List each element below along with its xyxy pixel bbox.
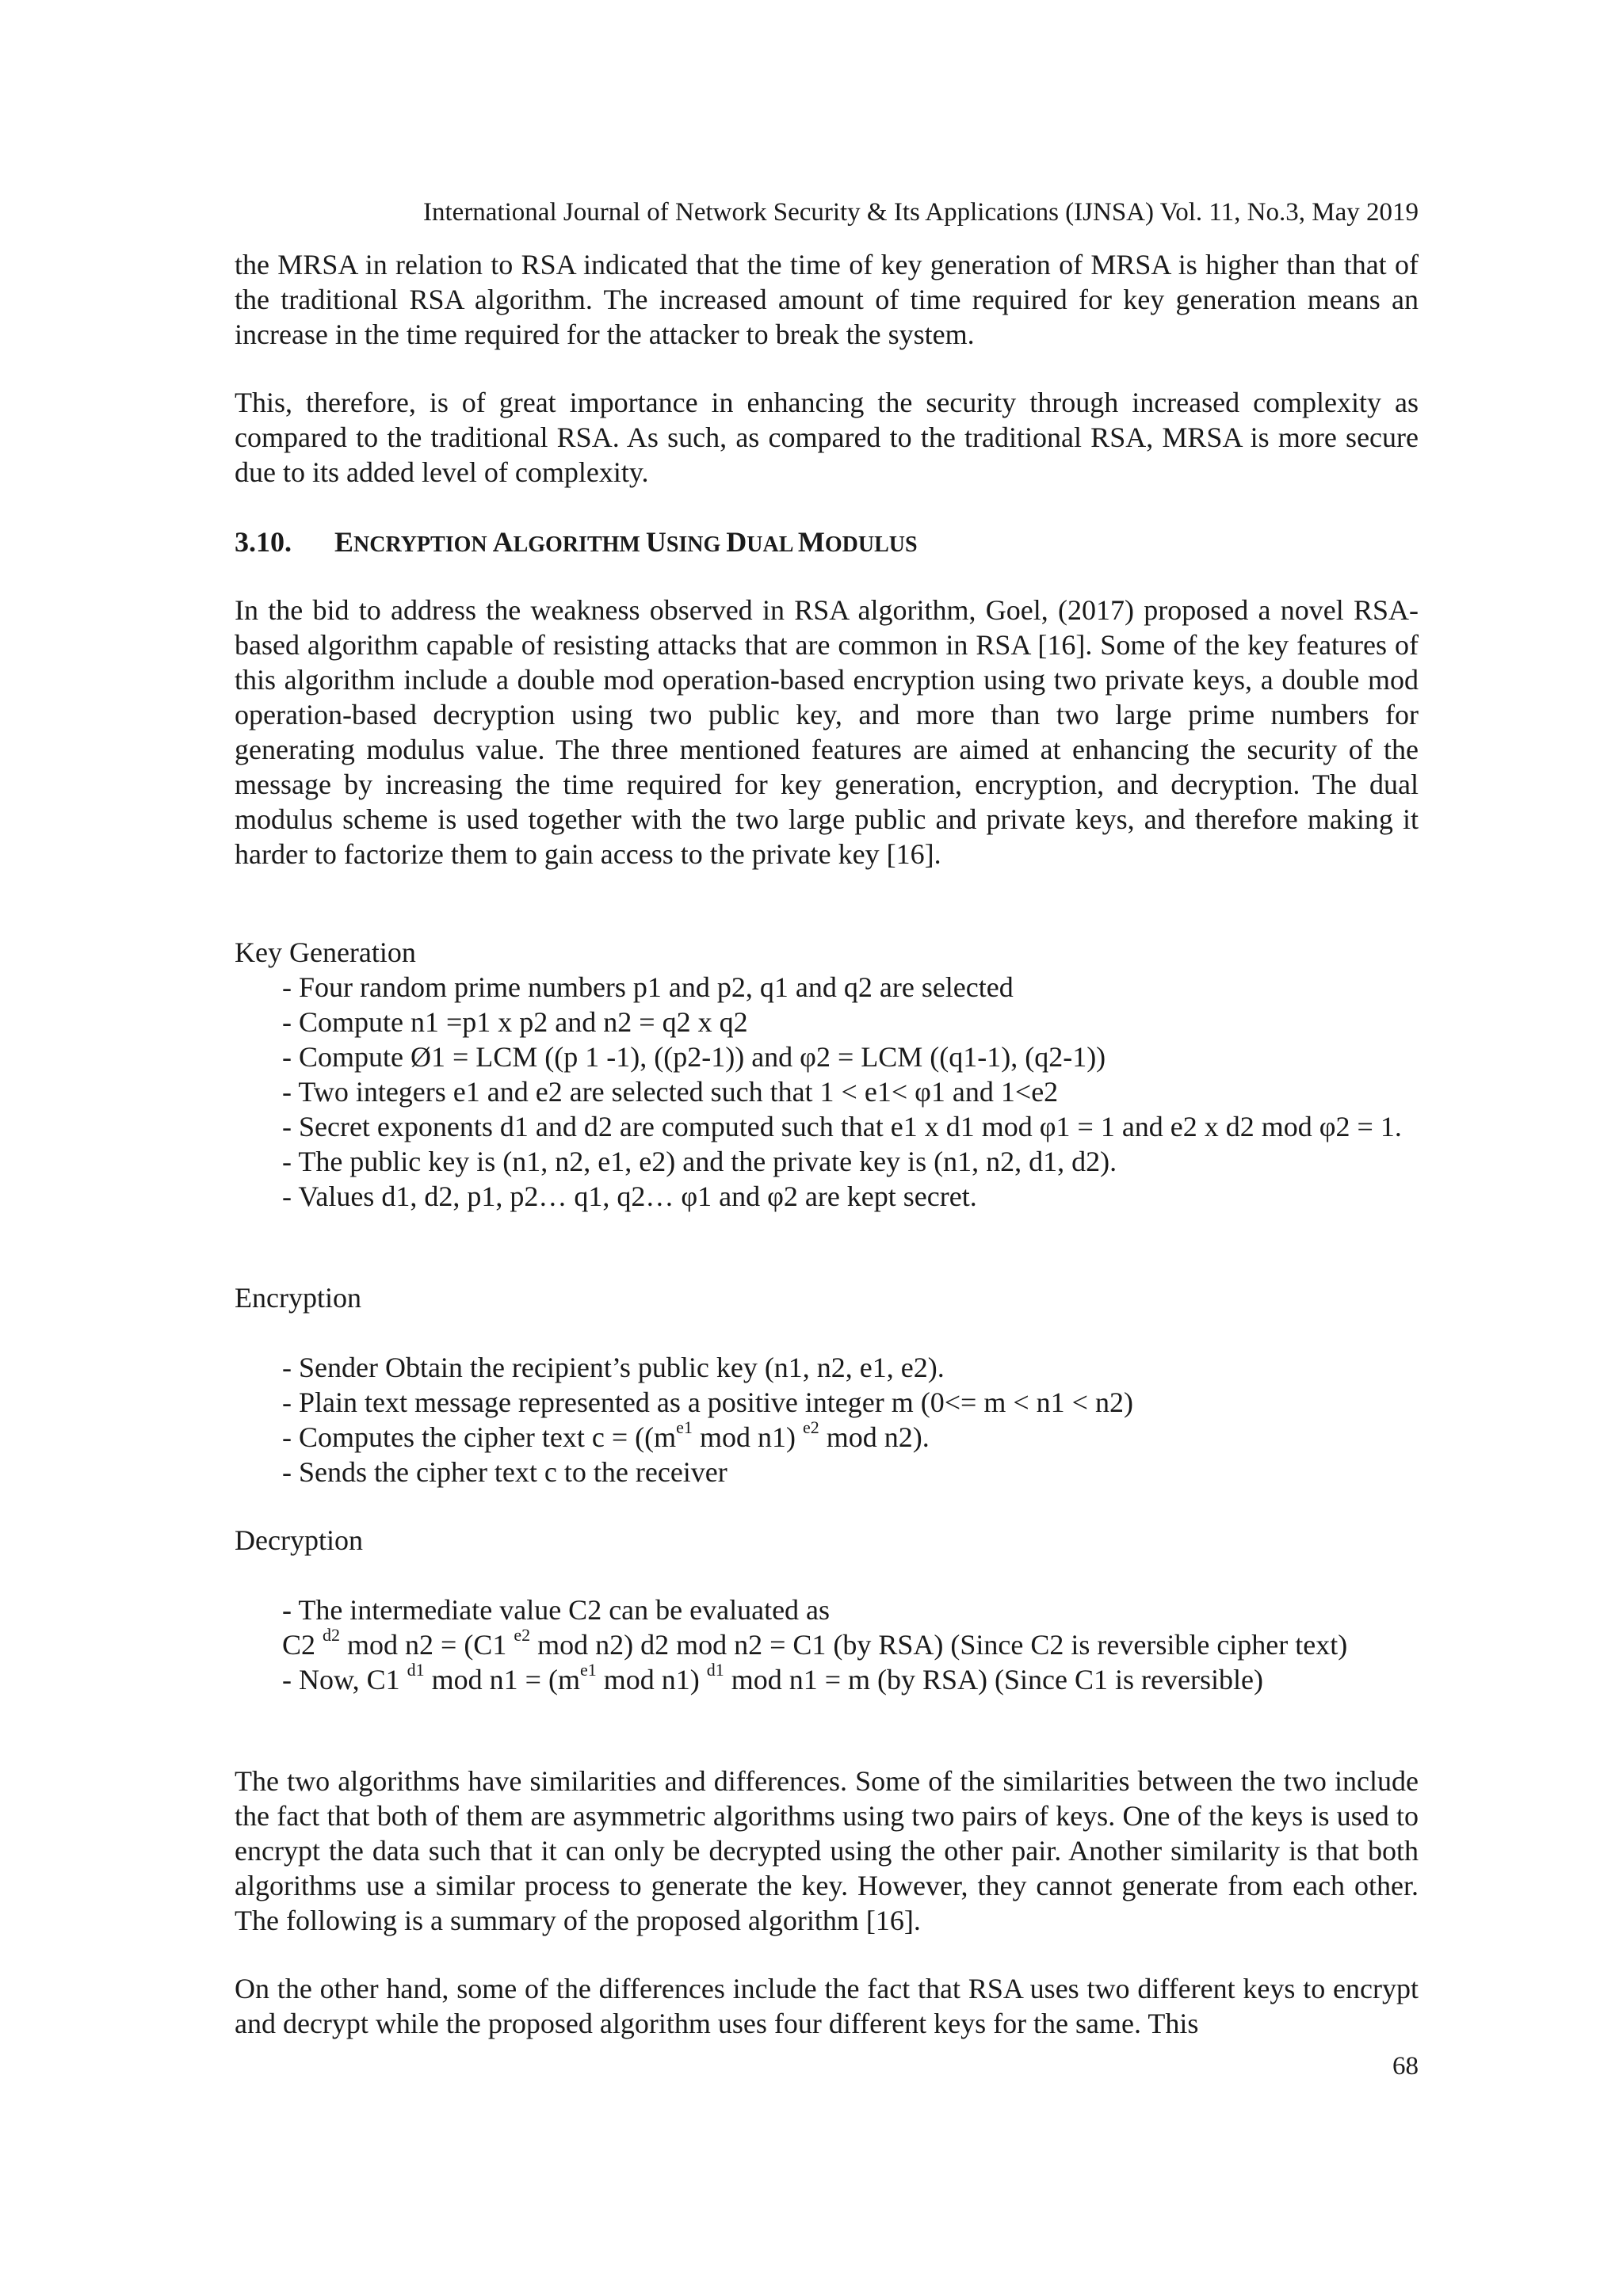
list-item: - Plain text message represented as a positive integer m (0<= m < n1 < n2) — [282, 1386, 1133, 1418]
key-generation-section — [235, 935, 1419, 1214]
paragraph-text: the MRSA in relation to RSA indicated that the time of key generation of MRSA is higher than that of the traditional RSA algorithm. The increased amount of time required for key generation means an increase in the time required for the attacker to break the system. — [235, 249, 1419, 350]
paragraph-text: This, therefore, is of great importance in enhancing the security through increased complexity as compared to the traditional RSA. As such, as compared to the traditional RSA, MRSA is more secure due to its added level of complexity. — [235, 387, 1419, 488]
key-generation-label: Key Generation — [235, 936, 416, 968]
key-generation-list — [235, 970, 1419, 1214]
list-item: - Compute Ø1 = LCM ((p 1 -1), ((p2-1)) and φ2 = LCM ((q1-1), (q2-1)) — [282, 1041, 1106, 1073]
list-item: - Values d1, d2, p1, p2… q1, q2… φ1 and φ2 are kept secret. — [282, 1180, 977, 1212]
list-item: C2 $^{d2}$ mod n2 = (C1 $^{e2}$ mod n2) d2 mod n2 = C1 (by RSA) (Since C2 is reversible cipher text) — [282, 1625, 1348, 1661]
list-item: - Sender Obtain the recipient’s public key (n1, n2, e1, e2). — [282, 1352, 945, 1383]
decryption-label: Decryption — [235, 1524, 363, 1556]
paragraph-text: In the bid to address the weakness observed in RSA algorithm, Goel, (2017) proposed a novel RSA-based algorithm capable of resisting attacks that are common in RSA [16]. Some of the key features of this algorithm include a double mod operation-based encryption using two private keys, a double mod operation-based decryption using two public key, and more than two large prime numbers for generating modulus value. The three mentioned features are aimed at enhancing the security of the message by increasing the time required for key generation, encryption, and decryption. The dual modulus scheme is used together with the two large public and private keys, and therefore making it harder to factorize them to gain access to the private key [16]. — [235, 594, 1419, 870]
paragraph-text: The two algorithms have similarities and differences. Some of the similarities between the two include the fact that both of them are asymmetric algorithms using two pairs of keys. One of the keys is used to encrypt the data such that it can only be decrypted using the other pair. Another similarity is that both algorithms use a similar process to generate the key. However, they cannot generate from each other. The following is a summary of the proposed algorithm [16]. — [235, 1765, 1419, 1936]
decryption-section — [235, 1523, 1419, 1697]
paragraph-1 — [235, 247, 1419, 352]
encryption-label: Encryption — [235, 1282, 361, 1314]
section-number: 3.10. — [235, 526, 292, 558]
page-number: 68 — [1392, 2052, 1419, 2081]
encryption-section — [235, 1280, 1419, 1489]
encryption-list — [235, 1350, 1419, 1489]
decryption-list — [235, 1592, 1419, 1697]
list-item: - Now, C1 $^{d1}$ mod $n1 = (m^{e1}$ mod n1) $^{d1}$ mod n1 = m (by RSA) (Since C1 is reversible) — [282, 1660, 1263, 1695]
paragraph-text: On the other hand, some of the differences include the fact that RSA uses two different keys to encrypt and decrypt while the proposed algorithm uses four different keys for the same. This — [235, 1973, 1419, 2039]
paragraph-4 — [235, 1764, 1419, 1938]
list-item: - The intermediate value C2 can be evaluated as — [282, 1594, 831, 1626]
paragraph-3 — [235, 593, 1419, 871]
list-item: - Four random prime numbers p1 and p2, q1 and q2 are selected — [282, 971, 1014, 1003]
list-item: - Sends the cipher text c to the receiver — [282, 1456, 727, 1488]
list-item: - Two integers e1 and e2 are selected such that 1 < e1< φ1 and 1<e2 — [282, 1076, 1059, 1108]
list-item: - Secret exponents d1 and d2 are computed such that e1 x d1 mod φ1 = 1 and e2 x d2 mod φ2 = 1. — [282, 1111, 1402, 1142]
list-item: - Computes the cipher text $c = ((m^{e1}$ mod n1) $^{e2}$ mod n2). — [282, 1417, 930, 1453]
paragraph-2 — [235, 385, 1419, 490]
journal-header: International Journal of Network Security & Its Applications (IJNSA) Vol. 11, No.3, May 2019 — [423, 198, 1419, 227]
list-item: - The public key is (n1, n2, e1, e2) and the private key is (n1, n2, d1, d2). — [282, 1146, 1117, 1177]
paragraph-5 — [235, 1971, 1419, 2041]
list-item: - Compute n1 =p1 x p2 and n2 = q2 x q2 — [282, 1006, 748, 1038]
section-heading: 3.10. ENCRYPTION ALGORITHM USING DUAL MODULUS — [235, 526, 918, 558]
